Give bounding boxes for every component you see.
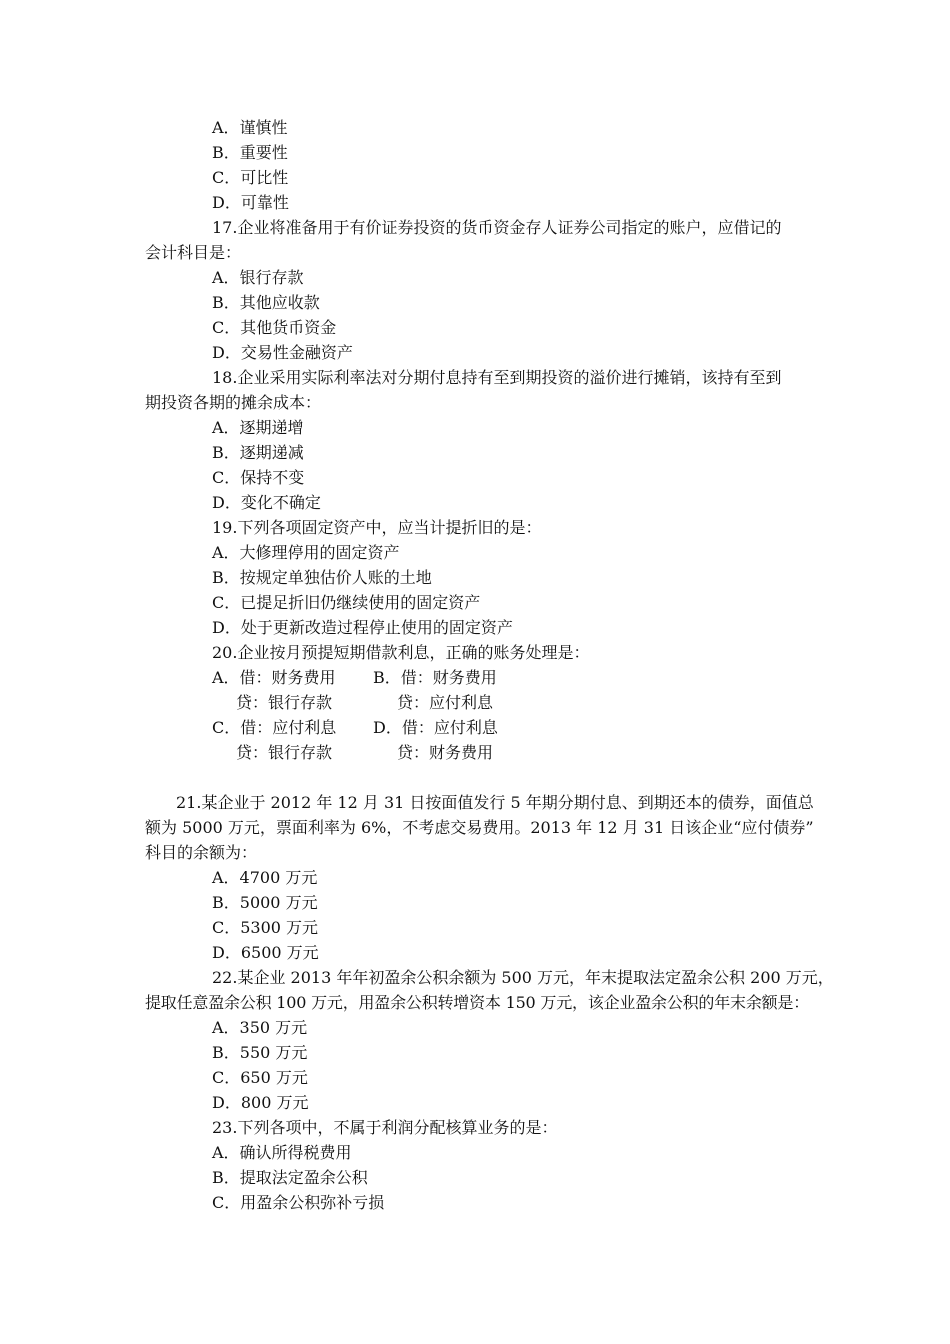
q20-stem: 20.企业按月预提短期借款利息，正确的账务处理是： xyxy=(212,643,590,662)
q20-option-c-credit: 贷：银行存款 xyxy=(236,743,333,762)
q20-option-a-debit: A．借：财务费用 xyxy=(212,668,336,687)
q18-option-c: C．保持不变 xyxy=(212,468,305,487)
q18-stem-line1: 18.企业采用实际利率法对分期付息持有至到期投资的溢价进行摊销，该持有至到 xyxy=(212,368,782,387)
q18-stem-line2: 期投资各期的摊余成本： xyxy=(145,393,322,412)
q19-option-d: D．处于更新改造过程停止使用的固定资产 xyxy=(212,618,513,637)
q20-option-b-debit: B．借：财务费用 xyxy=(373,668,497,687)
q21-option-d: D．6500 万元 xyxy=(212,943,319,962)
q17-option-d: D．交易性金融资产 xyxy=(212,343,353,362)
q17-option-b: B．其他应收款 xyxy=(212,293,320,312)
q16-option-b: B．重要性 xyxy=(212,143,288,162)
q17-stem-line2: 会计科目是： xyxy=(145,243,242,262)
q23-option-a: A．确认所得税费用 xyxy=(212,1143,352,1162)
q17-option-c: C．其他货币资金 xyxy=(212,318,337,337)
q22-stem-line1: 22.某企业 2013 年年初盈余公积余额为 500 万元，年末提取法定盈余公积 200 万元， xyxy=(212,968,834,987)
q21-option-a: A．4700 万元 xyxy=(212,868,318,887)
q20-option-a-credit: 贷：银行存款 xyxy=(236,693,333,712)
q20-option-b-credit: 贷：应付利息 xyxy=(397,693,494,712)
q21-option-b: B．5000 万元 xyxy=(212,893,318,912)
q21-stem-line2: 额为 5000 万元，票面利率为 6%，不考虑交易费用。2013 年 12 月 31 日该企业“应付债券” xyxy=(145,818,814,837)
q22-option-d: D．800 万元 xyxy=(212,1093,309,1112)
q18-option-a: A．逐期递增 xyxy=(212,418,304,437)
q21-stem-line3: 科目的余额为： xyxy=(145,843,258,862)
q23-stem: 23.下列各项中，不属于利润分配核算业务的是： xyxy=(212,1118,558,1137)
q21-option-c: C．5300 万元 xyxy=(212,918,319,937)
q20-option-d-debit: D．借：应付利息 xyxy=(373,718,498,737)
q22-option-a: A．350 万元 xyxy=(212,1018,308,1037)
q17-option-a: A．银行存款 xyxy=(212,268,304,287)
q22-stem-line2: 提取任意盈余公积 100 万元，用盈余公积转增资本 150 万元，该企业盈余公积的年末余额是： xyxy=(145,993,810,1012)
q20-option-d-credit: 贷：财务费用 xyxy=(397,743,494,762)
q21-stem-line1: 21.某企业于 2012 年 12 月 31 日按面值发行 5 年期分期付息、到期还本的债券，面值总 xyxy=(176,793,814,812)
q20-option-c-debit: C．借：应付利息 xyxy=(212,718,337,737)
q22-option-b: B．550 万元 xyxy=(212,1043,308,1062)
q23-option-c: C．用盈余公积弥补亏损 xyxy=(212,1193,385,1212)
q16-option-d: D．可靠性 xyxy=(212,193,289,212)
q23-option-b: B．提取法定盈余公积 xyxy=(212,1168,368,1187)
q16-option-c: C．可比性 xyxy=(212,168,289,187)
q16-option-a: A．谨慎性 xyxy=(212,118,288,137)
q17-stem-line1: 17.企业将准备用于有价证券投资的货币资金存人证券公司指定的账户，应借记的 xyxy=(212,218,782,237)
q18-option-d: D．变化不确定 xyxy=(212,493,321,512)
q19-option-c: C．已提足折旧仍继续使用的固定资产 xyxy=(212,593,481,612)
q19-stem: 19.下列各项固定资产中，应当计提折旧的是： xyxy=(212,518,542,537)
q19-option-b: B．按规定单独估价人账的土地 xyxy=(212,568,432,587)
q19-option-a: A．大修理停用的固定资产 xyxy=(212,543,400,562)
q18-option-b: B．逐期递减 xyxy=(212,443,304,462)
q22-option-c: C．650 万元 xyxy=(212,1068,308,1087)
